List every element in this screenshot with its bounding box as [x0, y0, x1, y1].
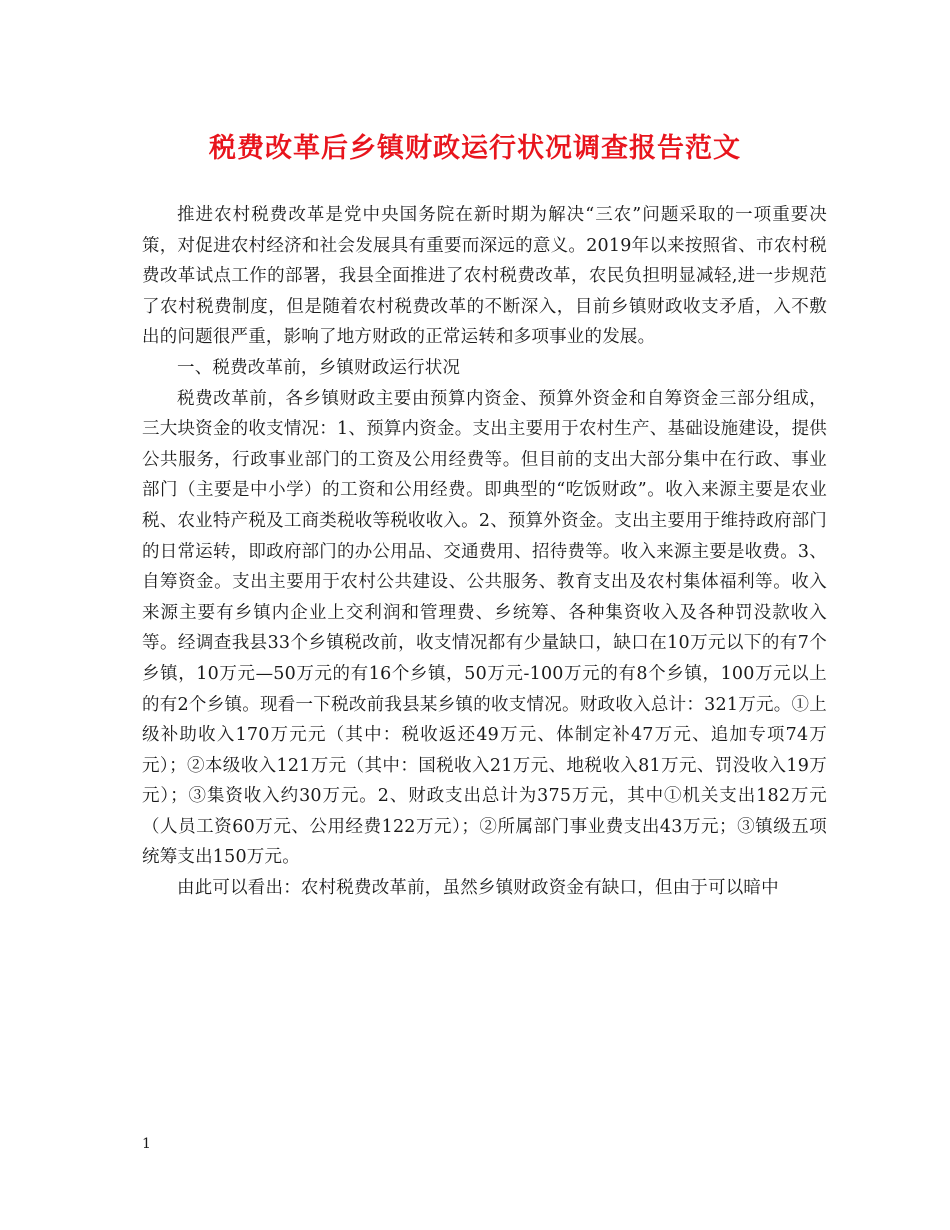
document-body [142, 200, 827, 904]
paragraph-section-1: 税费改革前，各乡镇财政主要由预算内资金、预算外资金和自筹资金三部分组成，三大块资金的收支情况：1、预算内资金。支出主要用于农村生产、基础设施建设，提供公共服务，行政事业部门的工资及公用经费等。但目前的支出大部分集中在行政、事业部门（主要是中小学）的工资和公用经费。即典型的“吃饭财政”。收入来源主要是农业税、农业特产税及工商类税收等税收收入。2、预算外资金。支出主要用于维持政府部门的日常运转，即政府部门的办公用品、交通费用、招待费等。收入来源主要是收费。3、自筹资金。支出主要用于农村公共建设、公共服务、教育支出及农村集体福利等。收入来源主要有乡镇内企业上交利润和管理费、乡统筹、各种集资收入及各种罚没款收入等。经调查我县33个乡镇税改前，收支情况都有少量缺口，缺口在10万元以下的有7个乡镇，10万元—50万元的有16个乡镇，50万元-100万元的有8个乡镇，100万元以上的有2个乡镇。现看一下税改前我县某乡镇的收支情况。财政收入总计：321万元。①上级补助收入170万元元（其中：税收返还49万元、体制定补47万元、追加专项74万元）；②本级收入121万元（其中：国税收入21万元、地税收入81万元、罚没收入19万元）；③集资收入约30万元。2、财政支出总计为375万元，其中①机关支出182万元（人员工资60万元、公用经费122万元）；②所属部门事业费支出43万元；③镇级五项统筹支出150万元。 [142, 388, 827, 868]
paragraph-conclusion: 由此可以看出：农村税费改革前，虽然乡镇财政资金有缺口，但由于可以暗中 [177, 878, 779, 899]
paragraph-intro: 推进农村税费改革是党中央国务院在新时期为解决“三农”问题采取的一项重要决策，对促进农村经济和社会发展具有重要而深远的意义。2019年以来按照省、市农村税费改革试点工作的部署，我县全面推进了农村税费改革，农民负担明显减轻,进一步规范了农村税费制度，但是随着农村税费改革的不断深入，目前乡镇财政收支矛盾，入不敷出的问题很严重，影响了地方财政的正常运转和多项事业的发展。 [142, 205, 827, 348]
page-number: 1 [142, 1136, 151, 1152]
section-heading-1: 一、税费改革前，乡镇财政运行状况 [177, 357, 461, 378]
document-title: 税费改革后乡镇财政运行状况调查报告范文 [209, 133, 741, 164]
